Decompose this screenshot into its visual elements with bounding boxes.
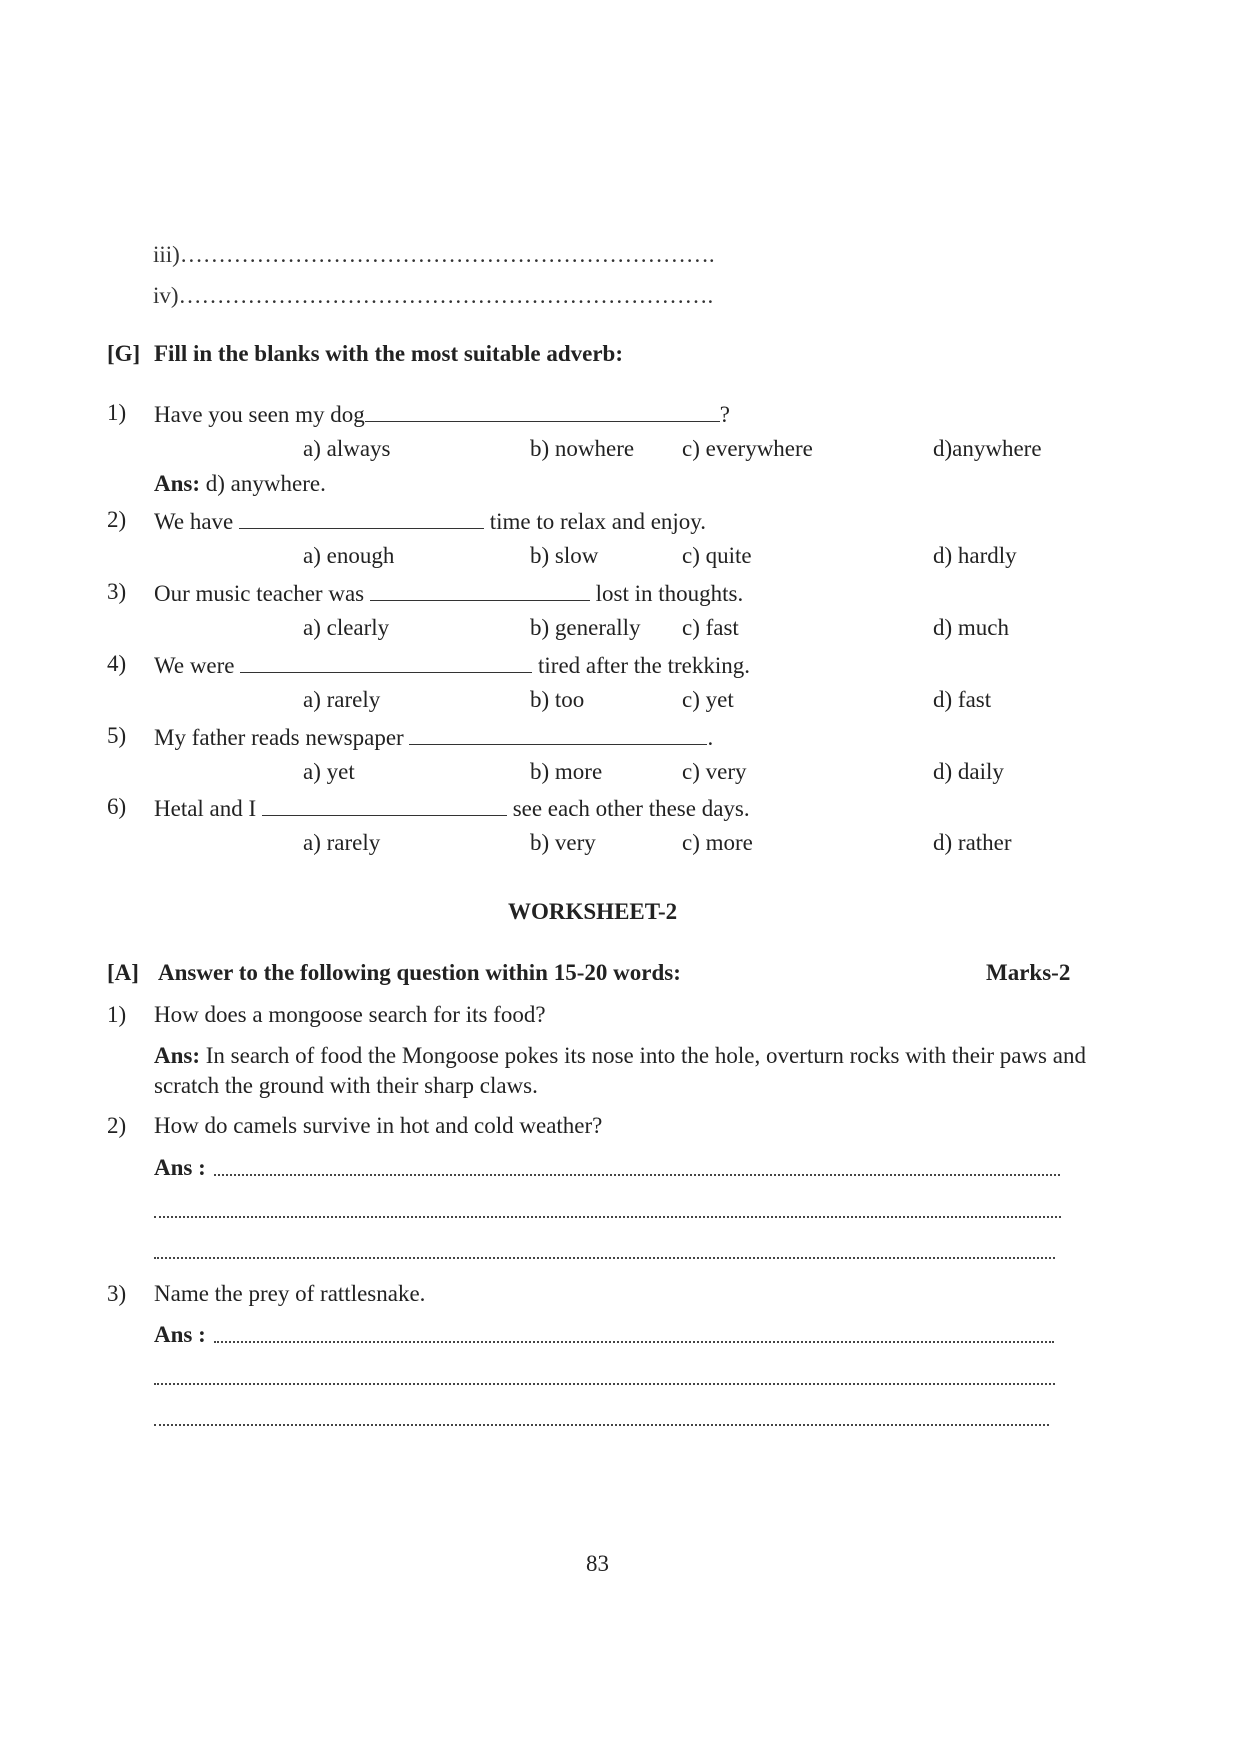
question-number: 3)	[107, 579, 127, 604]
worksheet-title: WORKSHEET-2	[508, 899, 678, 924]
option-b: b) more	[530, 759, 603, 784]
option-b: b) too	[530, 687, 585, 712]
answer-writing-line	[154, 1216, 1061, 1218]
answer-writing-line	[214, 1341, 1054, 1343]
option-d: d)anywhere	[933, 436, 1042, 461]
section-a-label: [A]	[107, 960, 139, 985]
option-c: c) quite	[682, 543, 752, 568]
question-text: Name the prey of rattlesnake.	[154, 1281, 426, 1306]
answer-writing-line	[154, 1424, 1049, 1426]
question-text: Hetal and I see each other these days.	[154, 796, 750, 821]
question-text: My father reads newspaper .	[154, 725, 714, 750]
option-a: a) clearly	[303, 615, 390, 640]
option-a: a) rarely	[303, 830, 381, 855]
question-text: We were tired after the trekking.	[154, 653, 751, 678]
option-d: d) hardly	[933, 543, 1017, 568]
option-a: a) yet	[303, 759, 355, 784]
option-b: b) generally	[530, 615, 641, 640]
option-d: d) rather	[933, 830, 1012, 855]
question-text: Have you seen my dog ?	[154, 402, 731, 427]
option-b: b) slow	[530, 543, 599, 568]
question-text: How do camels survive in hot and cold weather?	[154, 1113, 603, 1138]
option-c: c) more	[682, 830, 753, 855]
option-d: d) much	[933, 615, 1010, 640]
option-a: a) enough	[303, 543, 395, 568]
answer-writing-line	[214, 1174, 1060, 1176]
answer-writing-line	[154, 1257, 1055, 1259]
question-text: How does a mongoose search for its food?	[154, 1002, 546, 1027]
option-c: c) fast	[682, 615, 739, 640]
leftover-line-iv: iv)…………………………………………………………….	[153, 283, 714, 308]
question-number: 2)	[107, 1113, 127, 1138]
option-a: a) rarely	[303, 687, 381, 712]
answer-writing-line	[154, 1383, 1055, 1385]
page-number: 83	[586, 1551, 609, 1576]
option-c: c) everywhere	[682, 436, 813, 461]
question-number: 3)	[107, 1281, 127, 1306]
section-g-label: [G]	[107, 341, 141, 366]
question-number: 6)	[107, 794, 127, 819]
question-text: We have time to relax and enjoy.	[154, 509, 707, 534]
option-c: c) yet	[682, 687, 734, 712]
option-d: d) daily	[933, 759, 1004, 784]
question-number: 5)	[107, 723, 127, 748]
answer-label: Ans :	[154, 1155, 206, 1180]
question-number: 1)	[107, 400, 127, 425]
answer-line: Ans: In search of food the Mongoose pokes its nose into the hole, overturn rocks with their paws and	[154, 1043, 1086, 1068]
option-a: a) always	[303, 436, 391, 461]
question-text: Our music teacher was lost in thoughts.	[154, 581, 744, 606]
answer-label: Ans :	[154, 1322, 206, 1347]
option-c: c) very	[682, 759, 747, 784]
section-a-heading: Answer to the following question within 15-20 words:	[158, 960, 681, 985]
option-b: b) nowhere	[530, 436, 635, 461]
section-g-heading: Fill in the blanks with the most suitable adverb:	[154, 341, 623, 366]
marks-label: Marks-2	[986, 960, 1071, 985]
question-number: 4)	[107, 651, 127, 676]
answer-line-continued: scratch the ground with their sharp claws.	[154, 1073, 538, 1098]
option-b: b) very	[530, 830, 596, 855]
answer-line: Ans: d) anywhere.	[154, 471, 326, 496]
question-number: 2)	[107, 507, 127, 532]
option-d: d) fast	[933, 687, 992, 712]
leftover-line-iii: iii)…………………………………………………………….	[153, 242, 715, 267]
question-number: 1)	[107, 1002, 127, 1027]
